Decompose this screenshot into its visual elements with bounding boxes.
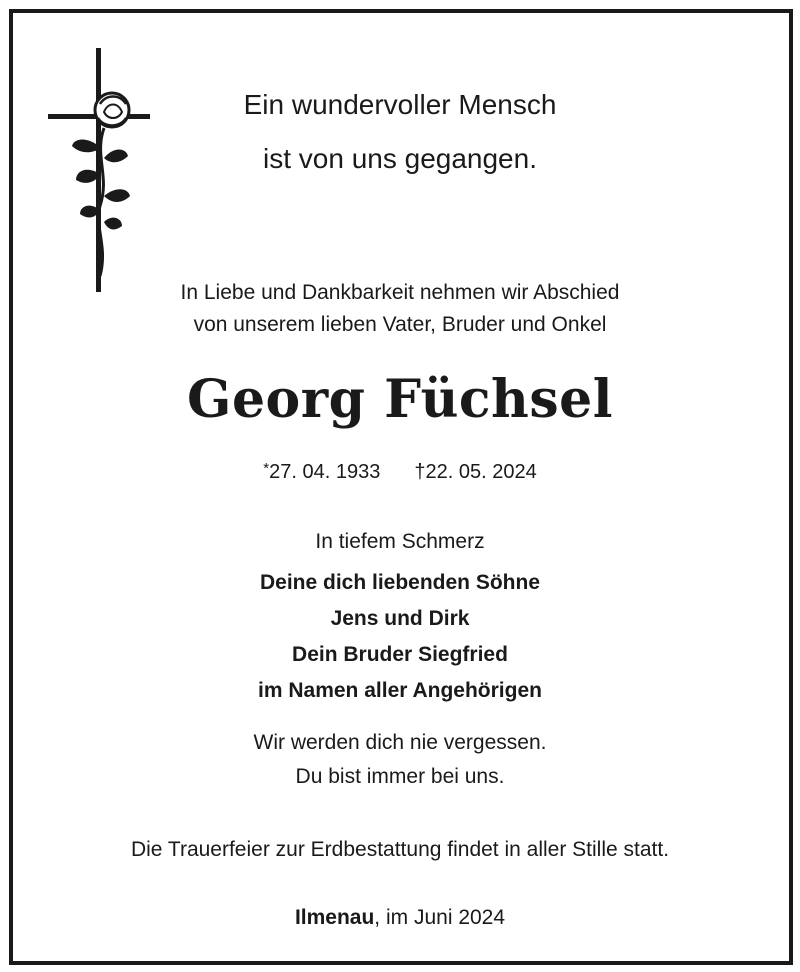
- mourner-line-4: im Namen aller Angehörigen: [258, 679, 542, 702]
- mourning-line: In tiefem Schmerz: [315, 530, 485, 553]
- funeral-note: Die Trauerfeier zur Erdbestattung findet in aller Stille statt.: [130, 838, 670, 861]
- place-date: [0, 903, 800, 933]
- birth-symbol: *: [263, 460, 270, 477]
- headline-line-1: Ein wundervoller Mensch: [243, 89, 557, 120]
- date: , im Juni 2024: [374, 906, 506, 929]
- intro-line-2: von unserem lieben Vater, Bruder und Onkel: [193, 313, 607, 336]
- mourner-line-1: Deine dich liebenden Söhne: [259, 571, 541, 594]
- remembrance-line-1: Wir werden dich nie vergessen.: [253, 731, 547, 754]
- death-symbol: †: [414, 461, 426, 483]
- mourner-line-3: Dein Bruder Siegfried: [292, 643, 508, 666]
- deceased-name: Georg Füchsel: [187, 369, 613, 430]
- death-date: 22. 05. 2024: [425, 461, 537, 483]
- life-dates: [0, 455, 800, 486]
- remembrance-line-2: Du bist immer bei uns.: [295, 765, 505, 788]
- birth-date: 27. 04. 1933: [269, 461, 381, 483]
- intro-line-1: In Liebe und Dankbarkeit nehmen wir Abschied: [180, 281, 620, 304]
- headline-line-2: ist von uns gegangen.: [263, 143, 537, 174]
- mourner-line-2: Jens und Dirk: [330, 607, 470, 630]
- place: Ilmenau: [294, 906, 375, 929]
